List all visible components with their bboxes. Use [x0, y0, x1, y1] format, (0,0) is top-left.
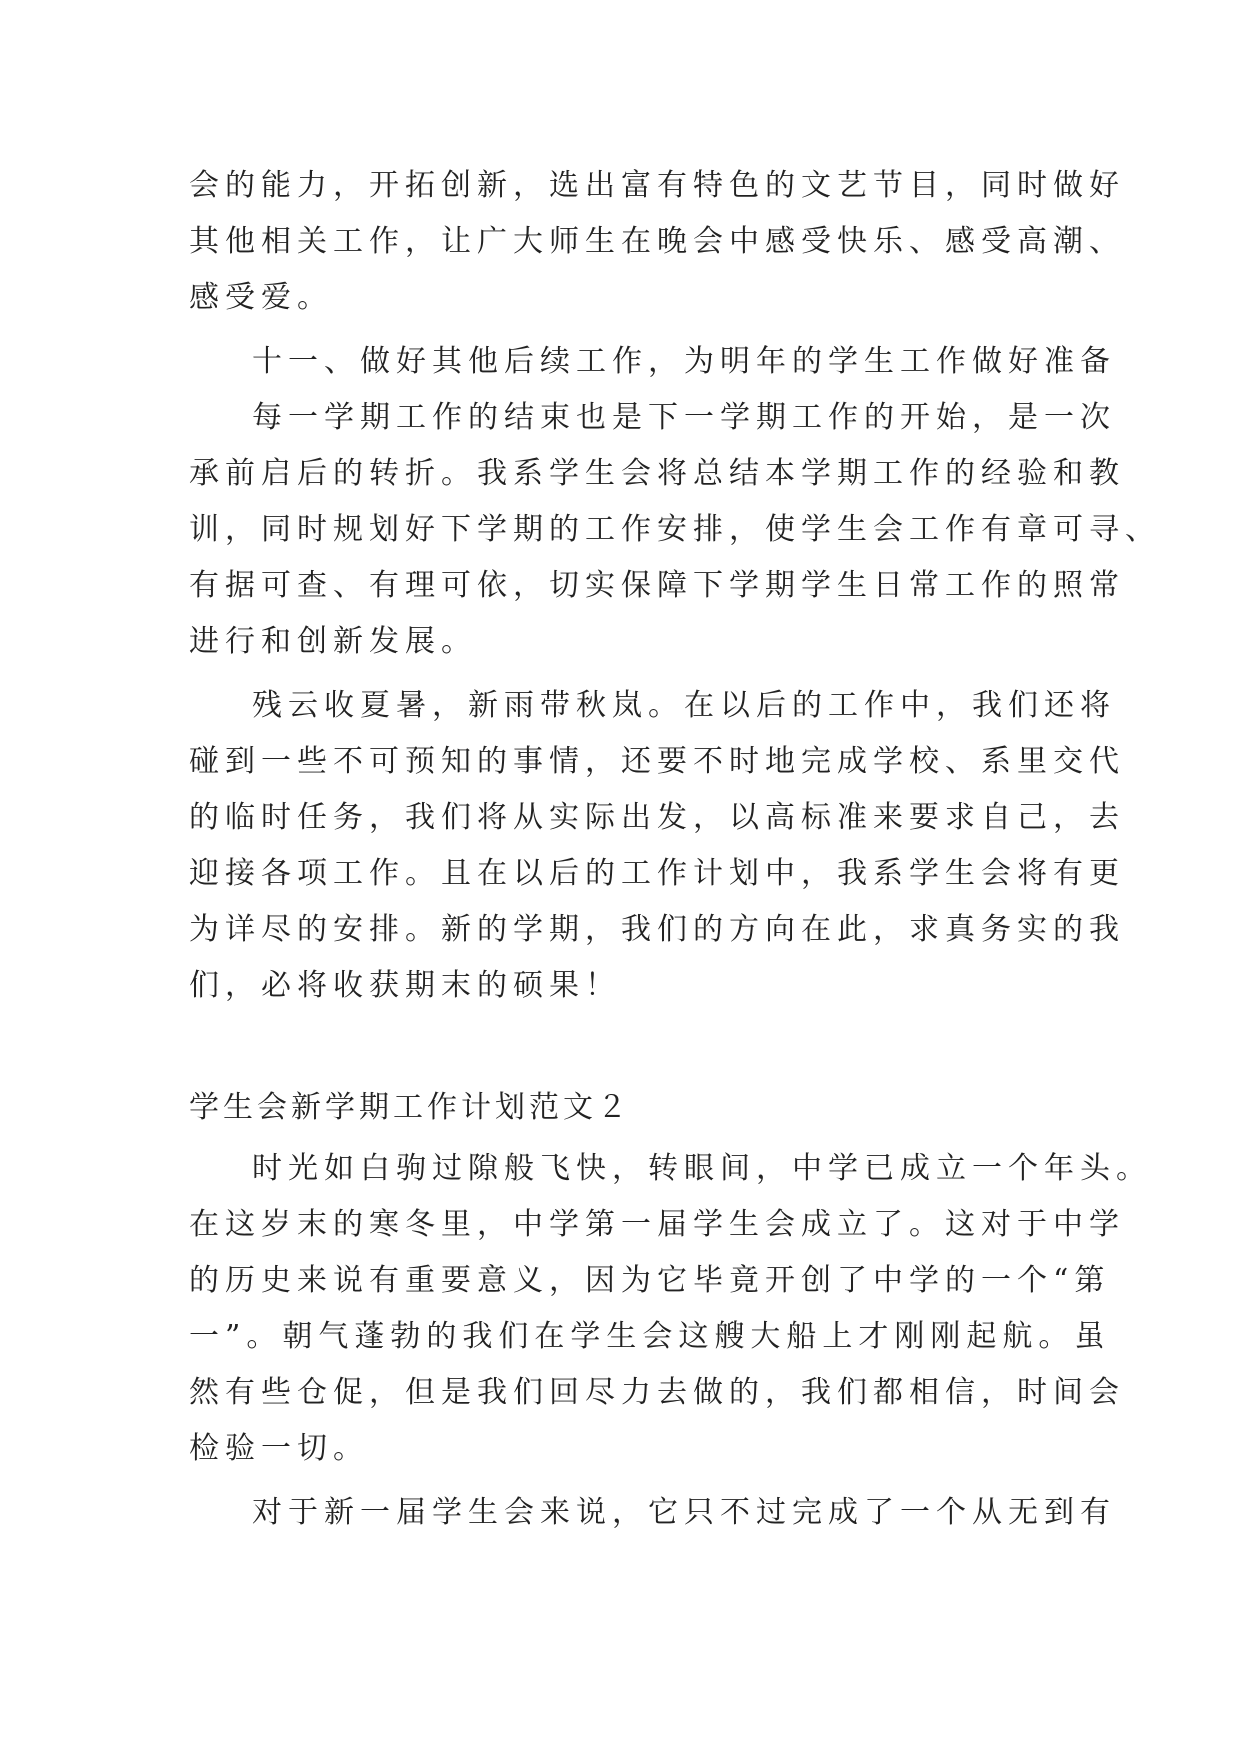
- body-text-line: 进行和创新发展。: [189, 624, 477, 659]
- body-text-line: 训，同时规划好下学期的工作安排，使学生会工作有章可寻、: [189, 512, 1161, 547]
- body-text-line: 对于新一届学生会来说，它只不过完成了一个从无到有: [252, 1495, 1116, 1530]
- document-section-title: 学生会新学期工作计划范文２: [189, 1090, 631, 1125]
- body-text-line: 一”。朝气蓬勃的我们在学生会这艘大船上才刚刚起航。虽: [189, 1319, 1111, 1354]
- body-text-line: 的临时任务，我们将从实际出发，以高标准来要求自己，去: [189, 800, 1125, 835]
- body-text-line: 迎接各项工作。且在以后的工作计划中，我系学生会将有更: [189, 856, 1125, 891]
- body-text-line: 感受爱。: [189, 280, 333, 315]
- body-text-line: 在这岁末的寒冬里，中学第一届学生会成立了。这对于中学: [189, 1207, 1125, 1242]
- body-text-line: 承前启后的转折。我系学生会将总结本学期工作的经验和教: [189, 456, 1125, 491]
- body-text-line: 每一学期工作的结束也是下一学期工作的开始，是一次: [252, 400, 1116, 435]
- body-text-line: 碰到一些不可预知的事情，还要不时地完成学校、系里交代: [189, 744, 1125, 779]
- body-text-line: 检验一切。: [189, 1431, 369, 1466]
- body-text-line: 为详尽的安排。新的学期，我们的方向在此，求真务实的我: [189, 912, 1125, 947]
- body-text-line: 有据可查、有理可依，切实保障下学期学生日常工作的照常: [189, 568, 1125, 603]
- body-text-line: 残云收夏暑，新雨带秋岚。在以后的工作中，我们还将: [252, 688, 1116, 723]
- body-text-line: 其他相关工作，让广大师生在晚会中感受快乐、感受高潮、: [189, 224, 1125, 259]
- section-heading-line: 十一、做好其他后续工作，为明年的学生工作做好准备: [252, 344, 1116, 379]
- body-text-line: 然有些仓促，但是我们回尽力去做的，我们都相信，时间会: [189, 1375, 1125, 1410]
- body-text-line: 会的能力，开拓创新，选出富有特色的文艺节目，同时做好: [189, 168, 1125, 203]
- body-text-line: 时光如白驹过隙般飞快，转眼间，中学已成立一个年头。: [252, 1151, 1152, 1186]
- body-text-line: 们，必将收获期末的硕果！: [189, 968, 621, 1003]
- body-text-line: 的历史来说有重要意义，因为它毕竟开创了中学的一个“第: [189, 1263, 1111, 1298]
